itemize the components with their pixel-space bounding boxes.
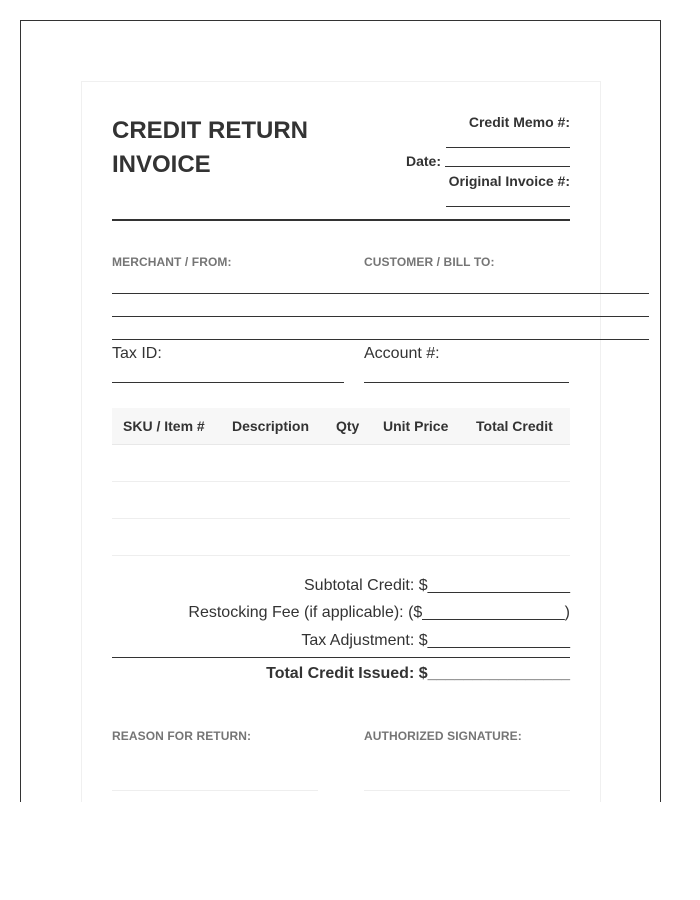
credit-memo-label: Credit Memo #: — [468, 114, 570, 130]
table-row[interactable] — [112, 481, 570, 482]
title-line-1: CREDIT RETURN — [112, 117, 308, 144]
address-line-3[interactable] — [112, 339, 649, 340]
reason-for-return-label: REASON FOR RETURN: — [112, 729, 252, 743]
document-title — [112, 114, 308, 182]
col-qty: Qty — [336, 418, 360, 434]
restocking-fee-line[interactable]: Restocking Fee (if applicable): ($________________) — [188, 604, 570, 621]
col-description: Description — [232, 418, 310, 434]
reason-field[interactable] — [112, 790, 318, 791]
date-label: Date: — [406, 153, 442, 169]
col-sku: SKU / Item # — [123, 418, 205, 434]
address-line-1[interactable] — [112, 293, 649, 294]
table-row[interactable] — [112, 518, 570, 519]
signature-field[interactable] — [364, 790, 570, 791]
tax-id-field[interactable] — [112, 382, 344, 383]
col-unit-price: Unit Price — [383, 418, 449, 434]
address-line-2[interactable] — [112, 316, 649, 317]
title-line-2: INVOICE — [112, 151, 211, 178]
subtotal-credit-line[interactable]: Subtotal Credit: $________________ — [304, 577, 570, 594]
customer-label: CUSTOMER / BILL TO: — [364, 255, 495, 269]
tax-id-label: Tax ID: — [112, 345, 162, 362]
merchant-label: MERCHANT / FROM: — [112, 255, 232, 269]
date-field[interactable] — [445, 166, 570, 167]
header-divider — [112, 219, 570, 221]
table-row[interactable] — [112, 555, 570, 556]
tax-adjustment-line[interactable]: Tax Adjustment: $________________ — [301, 632, 570, 649]
totals-divider — [112, 657, 570, 658]
account-field[interactable] — [364, 382, 569, 383]
item-table-header — [112, 408, 570, 445]
original-invoice-field[interactable] — [446, 206, 570, 207]
account-label: Account #: — [364, 345, 440, 362]
total-credit-issued-line[interactable]: Total Credit Issued: $________________ — [266, 665, 570, 682]
credit-memo-field[interactable] — [446, 147, 570, 148]
authorized-signature-label: AUTHORIZED SIGNATURE: — [364, 729, 522, 743]
col-total-credit: Total Credit — [476, 418, 553, 434]
original-invoice-label: Original Invoice #: — [448, 173, 570, 189]
